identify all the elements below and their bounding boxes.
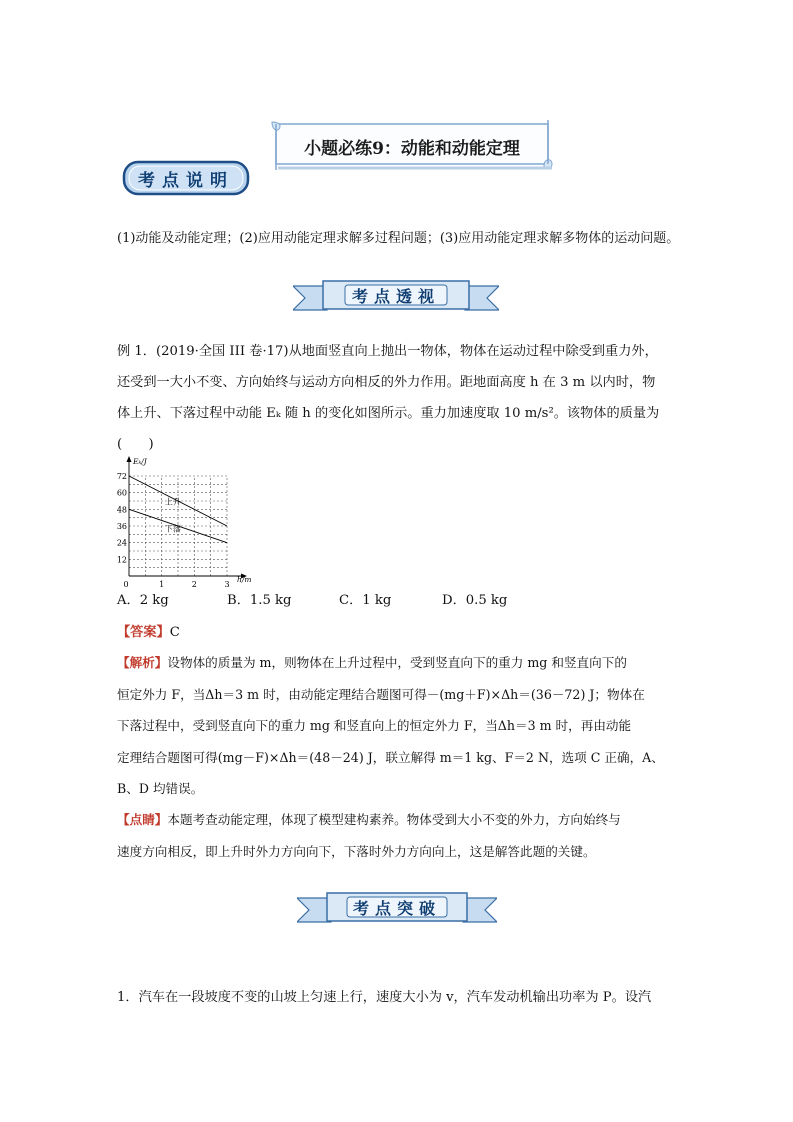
example-line-3: 体上升、下落过程中动能 Eₖ 随 h 的变化如图所示。重力加速度取 10 m/s²。该物体的质量为 bbox=[117, 406, 660, 421]
chart-x-tick-label: 3 bbox=[224, 580, 230, 588]
option-d: D．0.5 kg bbox=[442, 593, 508, 608]
question-1: 1．汽车在一段坡度不变的山坡上匀速上行，速度大小为 v，汽车发动机输出功率为 P。设汽 bbox=[117, 990, 652, 1005]
example-line-4: ( ) bbox=[117, 437, 154, 452]
answer-value: C bbox=[169, 625, 180, 640]
analysis-line-1: 【解析】设物体的质量为 m，则物体在上升过程中，受到竖直向下的重力 mg 和竖直向下的 bbox=[117, 655, 627, 670]
example-line-1: 例 1．(2019·全国 III 卷·17)从地面竖直向上抛出一物体，物体在运动过程中除受到重力外， bbox=[117, 344, 658, 359]
options-row bbox=[117, 585, 617, 616]
analysis-line-4: 定理结合题图可得(mg－F)×Δh＝(48－24) J，联立解得 m＝1 kg、F＝2 N，选项 C 正确，A、 bbox=[117, 749, 664, 765]
answer-line bbox=[117, 617, 180, 648]
section-ribbon-view-label: 考点透视 bbox=[351, 287, 440, 306]
analysis-line-3: 下落过程中，受到竖直向下的重力 mg 和竖直向上的恒定外力 F，当Δh＝3 m 时，再由动能 bbox=[117, 718, 632, 733]
chart-series-label-2: 下落 bbox=[164, 524, 181, 534]
chart-y-label: Eₖ/J bbox=[133, 457, 147, 466]
chart-series-label-1: 上升 bbox=[164, 497, 181, 507]
explain-text: (1)动能及动能定理；(2)应用动能定理求解多过程问题；(3)应用动能定理求解多物体的运动问题。 bbox=[117, 231, 680, 246]
chart-ticks bbox=[117, 457, 251, 588]
chart-x-tick-label: 1 bbox=[159, 580, 165, 588]
chart-axes bbox=[127, 456, 248, 579]
option-c: C．1 kg bbox=[339, 593, 392, 608]
example-line-2: 还受到一大小不变、方向始终与运动方向相反的外力作用。距地面高度 h 在 3 m 以内时，物 bbox=[117, 375, 656, 390]
comment-line-2: 速度方向相反，即上升时外力方向向下，下落时外力方向向上，这是解答此题的关键。 bbox=[117, 843, 596, 859]
example-1 bbox=[117, 336, 687, 460]
chart-y-tick-label: 36 bbox=[117, 522, 127, 531]
comment-block bbox=[117, 804, 687, 867]
comment-line-1: 【点睛】本题考查动能定理，体现了模型建构素养。物体受到大小不变的外力，方向始终与 bbox=[117, 812, 621, 827]
chart-y-tick-label: 12 bbox=[117, 555, 127, 565]
chart-y-tick-label: 60 bbox=[117, 488, 127, 498]
chart-y-tick-label: 48 bbox=[117, 505, 127, 515]
answer-tag: 【答案】 bbox=[117, 625, 170, 640]
analysis-line-5: B、D 均错误。 bbox=[117, 781, 204, 796]
chart-y-axis-arrow bbox=[127, 456, 132, 462]
analysis-block bbox=[117, 647, 687, 805]
section-ribbon-break-label: 考点突破 bbox=[352, 899, 441, 918]
chart-x-tick-label: 0 bbox=[123, 580, 129, 588]
chart-x-label: h/m bbox=[237, 575, 252, 584]
analysis-line-2: 恒定外力 F，当Δh＝3 m 时，由动能定理结合题图可得－(mg＋F)×Δh＝(36－72) J；物体在 bbox=[117, 686, 645, 702]
chart-y-tick-label: 24 bbox=[117, 538, 127, 548]
section-badge-explain-label: 考点说明 bbox=[138, 171, 234, 191]
option-b: B．1.5 kg bbox=[227, 593, 292, 608]
page-title: 小题必练9：动能和动能定理 bbox=[304, 139, 520, 159]
ek-h-chart bbox=[117, 452, 267, 588]
option-a: A．2 kg bbox=[117, 593, 169, 608]
chart-y-tick-label: 72 bbox=[117, 472, 127, 481]
chart-x-tick-label: 2 bbox=[191, 580, 197, 588]
